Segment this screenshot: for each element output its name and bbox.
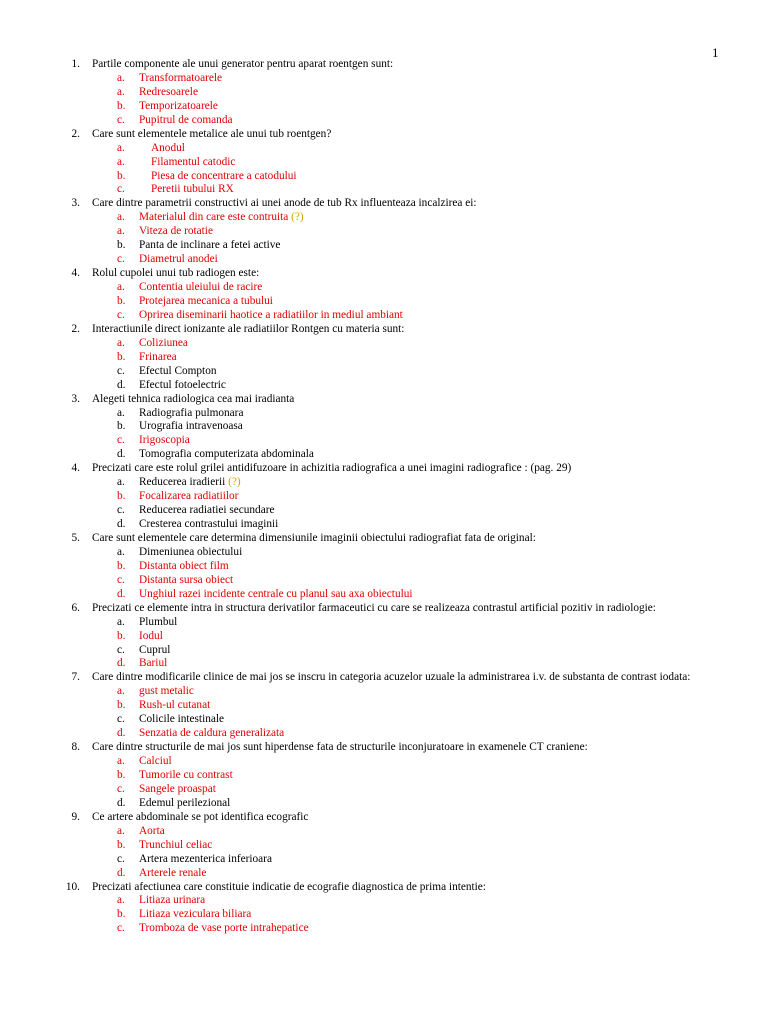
option-text: Dimeniunea obiectului: [139, 545, 243, 558]
answer-option-correct: [0, 72, 768, 86]
option-text: Artera mezenterica inferioara: [139, 852, 272, 865]
question: [0, 197, 768, 211]
question-text: Care dintre modificarile clinice de mai jos se inscru in categoria acuzelor uzuale la administrarea i.v. de substanta de contrast iodata:: [92, 671, 691, 684]
answer-option-correct: [0, 685, 768, 699]
answer-option: [0, 407, 768, 421]
answer-option-correct: [0, 922, 768, 936]
answer-option-correct: [0, 867, 768, 881]
question-number: 5.: [71, 531, 80, 544]
option-letter: b.: [117, 559, 126, 572]
option-text: Cresterea contrastului imaginii: [139, 518, 279, 531]
option-letter: a.: [117, 211, 125, 224]
option-text: Sangele proaspat: [139, 782, 216, 795]
option-text: Iodul: [139, 629, 163, 642]
question: [0, 58, 768, 72]
answer-option-correct: [0, 281, 768, 295]
uncertain-mark: (?): [291, 211, 304, 224]
option-text: Efectul Compton: [139, 364, 217, 377]
answer-option-correct: [0, 114, 768, 128]
answer-option-correct: [0, 894, 768, 908]
option-text: Radiografia pulmonara: [139, 406, 244, 419]
answer-options: [0, 72, 768, 128]
answer-option-correct: [0, 769, 768, 783]
option-letter: b.: [117, 350, 126, 363]
option-letter: a.: [117, 476, 125, 489]
answer-options: [0, 142, 768, 198]
option-letter: c.: [117, 308, 125, 321]
answer-option-correct: [0, 839, 768, 853]
question-list: [0, 58, 768, 936]
question-text: Precizati care este rolul grilei antidifuzoare in achizitia radiografica a unei imagini radiografice : (pag. 29): [92, 462, 572, 475]
answer-option: [0, 713, 768, 727]
option-letter: a.: [117, 545, 125, 558]
option-letter: c.: [117, 643, 125, 656]
question-number: 9.: [71, 810, 80, 823]
option-letter: a.: [117, 71, 125, 84]
option-letter: b.: [117, 490, 126, 503]
question-number: 1.: [71, 58, 80, 70]
option-text: Reducerea radiatiei secundare: [139, 504, 275, 517]
question: [0, 267, 768, 281]
answer-option-correct: [0, 630, 768, 644]
option-text: Arterele renale: [139, 866, 207, 879]
question: [0, 602, 768, 616]
answer-option-correct: [0, 295, 768, 309]
option-text: Pupitrul de comanda: [139, 113, 233, 126]
option-text: Distanta obiect film: [139, 559, 229, 572]
option-letter: d.: [117, 796, 126, 809]
option-letter: b.: [117, 768, 126, 781]
option-letter: a.: [117, 755, 125, 768]
option-letter: c.: [117, 253, 125, 266]
question: [0, 128, 768, 142]
option-letter: b.: [117, 99, 126, 112]
option-text: Focalizarea radiatiilor: [139, 490, 239, 503]
option-text: Reducerea iradierii: [139, 476, 226, 489]
answer-option-correct: [0, 351, 768, 365]
option-letter: a.: [117, 615, 125, 628]
answer-option-correct: [0, 211, 768, 225]
option-text: Transformatoarele: [139, 71, 223, 84]
option-text: gust metalic: [139, 685, 194, 698]
question: [0, 881, 768, 895]
answer-option-correct: [0, 908, 768, 922]
option-text: Tromboza de vase porte intrahepatice: [139, 922, 309, 935]
question-number: 8.: [71, 741, 80, 754]
option-letter: a.: [117, 406, 125, 419]
option-text: Viteza de rotatie: [139, 225, 213, 238]
option-text: Rush-ul cutanat: [139, 699, 211, 712]
answer-option-correct: [0, 657, 768, 671]
answer-option-correct: [0, 490, 768, 504]
option-text: Tumorile cu contrast: [139, 768, 233, 781]
answer-option: [0, 365, 768, 379]
option-letter: a.: [117, 141, 125, 154]
answer-option: [0, 379, 768, 393]
answer-option-correct: [0, 156, 768, 170]
option-text: Piesa de concentrare a catodului: [151, 169, 297, 182]
answer-option-correct: [0, 86, 768, 100]
answer-option-correct: [0, 434, 768, 448]
option-letter: d.: [117, 378, 126, 391]
option-text: Materialul din care este contruita: [139, 211, 289, 224]
option-letter: b.: [117, 295, 126, 307]
option-text: Coliziunea: [139, 336, 188, 349]
option-letter: a.: [117, 685, 125, 698]
question-text: Care sunt elementele metalice ale unui tub roentgen?: [92, 127, 332, 140]
option-text: Redresoarele: [139, 85, 198, 98]
answer-options: [0, 825, 768, 881]
answer-option: [0, 797, 768, 811]
option-text: Colicile intestinale: [139, 713, 225, 726]
option-letter: d.: [117, 518, 126, 531]
option-letter: b.: [117, 169, 126, 182]
option-letter: a.: [117, 336, 125, 349]
option-letter: c.: [117, 782, 125, 795]
question: [0, 671, 768, 685]
option-letter: c.: [117, 573, 125, 586]
question: [0, 532, 768, 546]
question-text: Rolul cupolei unui tub radiogen este:: [92, 267, 260, 280]
question-number: 3.: [71, 392, 80, 405]
option-letter: d.: [117, 448, 126, 461]
option-letter: c.: [117, 713, 125, 726]
answer-options: [0, 616, 768, 672]
option-letter: b.: [117, 629, 126, 642]
question-text: Partile componente ale unui generator pentru aparat roentgen sunt:: [92, 58, 394, 70]
option-letter: b.: [117, 420, 126, 433]
answer-option-correct: [0, 727, 768, 741]
question-number: 10.: [65, 880, 80, 893]
option-text: Litiaza veziculara biliara: [139, 908, 252, 921]
answer-option-correct: [0, 253, 768, 267]
answer-option-correct: [0, 588, 768, 602]
question-text: Ce artere abdominale se pot identifica ecografic: [92, 810, 309, 823]
option-text: Edemul perilezional: [139, 796, 231, 809]
answer-option: [0, 546, 768, 560]
option-text: Calciul: [139, 755, 172, 768]
option-text: Frinarea: [139, 350, 177, 363]
option-letter: b.: [117, 838, 126, 851]
option-letter: c.: [117, 434, 125, 447]
option-text: Protejarea mecanica a tubului: [139, 295, 273, 307]
option-letter: d.: [117, 587, 126, 600]
option-letter: c.: [117, 852, 125, 865]
answer-option-correct: [0, 100, 768, 114]
option-text: Tomografia computerizata abdominala: [139, 448, 314, 461]
answer-option: [0, 853, 768, 867]
option-text: Urografia intravenoasa: [139, 420, 243, 433]
answer-option: [0, 518, 768, 532]
question: [0, 393, 768, 407]
question-text: Alegeti tehnica radiologica cea mai iradianta: [92, 392, 295, 405]
question: [0, 462, 768, 476]
option-text: Senzatia de caldura generalizata: [139, 727, 285, 740]
answer-options: [0, 894, 768, 936]
answer-option: [0, 239, 768, 253]
question-number: 3.: [71, 197, 80, 210]
question-number: 6.: [71, 601, 80, 614]
question: [0, 811, 768, 825]
question-number: 2.: [71, 322, 80, 335]
option-letter: a.: [117, 225, 125, 238]
answer-option-correct: [0, 574, 768, 588]
answer-option-correct: [0, 142, 768, 156]
answer-option: [0, 616, 768, 630]
option-text: Filamentul catodic: [151, 155, 236, 168]
question-text: Precizati ce elemente intra in structura derivatilor farmaceutici cu care se realizeaza contrastul artificial pozitiv in radiologie:: [92, 601, 656, 614]
option-text: Irigoscopia: [139, 434, 190, 447]
option-text: Panta de inclinare a fetei active: [139, 239, 281, 252]
answer-option-correct: [0, 755, 768, 769]
option-text: Plumbul: [139, 615, 178, 628]
option-letter: a.: [117, 281, 125, 294]
answer-option-correct: [0, 170, 768, 184]
option-letter: d.: [117, 866, 126, 879]
uncertain-mark: (?): [228, 476, 241, 489]
answer-option: [0, 504, 768, 518]
option-letter: c.: [117, 364, 125, 377]
answer-option-correct: [0, 825, 768, 839]
question-number: 7.: [71, 671, 80, 684]
option-text: Diametrul anodei: [139, 253, 218, 266]
option-text: Contentia uleiului de racire: [139, 281, 263, 294]
answer-options: [0, 546, 768, 602]
answer-option-correct: [0, 560, 768, 574]
option-letter: b.: [117, 699, 126, 712]
answer-option-correct: [0, 309, 768, 323]
option-text: Aorta: [139, 824, 165, 837]
page-number: 1: [712, 45, 719, 60]
answer-option: [0, 448, 768, 462]
answer-options: [0, 476, 768, 532]
option-text: Oprirea diseminarii haotice a radiatiilor in mediul ambiant: [139, 308, 403, 321]
question-text: Care dintre parametrii constructivi ai unei anode de tub Rx influenteaza incalzirea ei:: [92, 197, 477, 210]
answer-option: [0, 420, 768, 434]
answer-options: [0, 337, 768, 393]
answer-option-correct: [0, 183, 768, 197]
option-text: Temporizatoarele: [139, 99, 218, 112]
question-text: Precizati afectiunea care constituie indicatie de ecografie diagnostica de prima intentie:: [92, 880, 486, 893]
option-text: Cuprul: [139, 643, 171, 656]
question-number: 4.: [71, 462, 80, 475]
answer-option-correct: [0, 783, 768, 797]
answer-option-correct: [0, 225, 768, 239]
option-text: Distanta sursa obiect: [139, 573, 234, 586]
option-letter: a.: [117, 824, 125, 837]
question-text: Care sunt elementele care determina dimensiunile imaginii obiectului radiografiat fata de original:: [92, 531, 536, 544]
answer-options: [0, 211, 768, 267]
answer-options: [0, 407, 768, 463]
option-text: Peretii tubului RX: [151, 183, 234, 196]
option-letter: a.: [117, 894, 125, 907]
answer-option: [0, 476, 768, 490]
option-letter: c.: [117, 504, 125, 517]
option-text: Efectul fotoelectric: [139, 378, 226, 391]
option-letter: a.: [117, 155, 125, 168]
answer-option-correct: [0, 699, 768, 713]
answer-options: [0, 755, 768, 811]
option-text: Unghiul razei incidente centrale cu planul sau axa obiectului: [139, 587, 413, 600]
question-number: 2.: [71, 127, 80, 140]
question-text: Interactiunile direct ionizante ale radiatiilor Rontgen cu materia sunt:: [92, 322, 405, 335]
option-letter: a.: [117, 85, 125, 98]
option-letter: d.: [117, 657, 126, 670]
option-letter: c.: [117, 922, 125, 935]
answer-option: [0, 644, 768, 658]
question: [0, 323, 768, 337]
question-text: Care dintre structurile de mai jos sunt hiperdense fata de structurile inconjuratoare in examenele CT craniene:: [92, 741, 588, 754]
option-letter: b.: [117, 908, 126, 921]
question: [0, 741, 768, 755]
option-letter: d.: [117, 727, 126, 740]
answer-option-correct: [0, 337, 768, 351]
option-text: Bariul: [139, 657, 168, 670]
answer-options: [0, 685, 768, 741]
option-text: Litiaza urinara: [139, 894, 206, 907]
option-letter: b.: [117, 239, 126, 252]
option-letter: c.: [117, 113, 125, 126]
option-letter: c.: [117, 183, 125, 196]
question-number: 4.: [71, 267, 80, 280]
option-text: Trunchiul celiac: [139, 838, 213, 851]
answer-options: [0, 281, 768, 323]
option-text: Anodul: [151, 141, 185, 154]
